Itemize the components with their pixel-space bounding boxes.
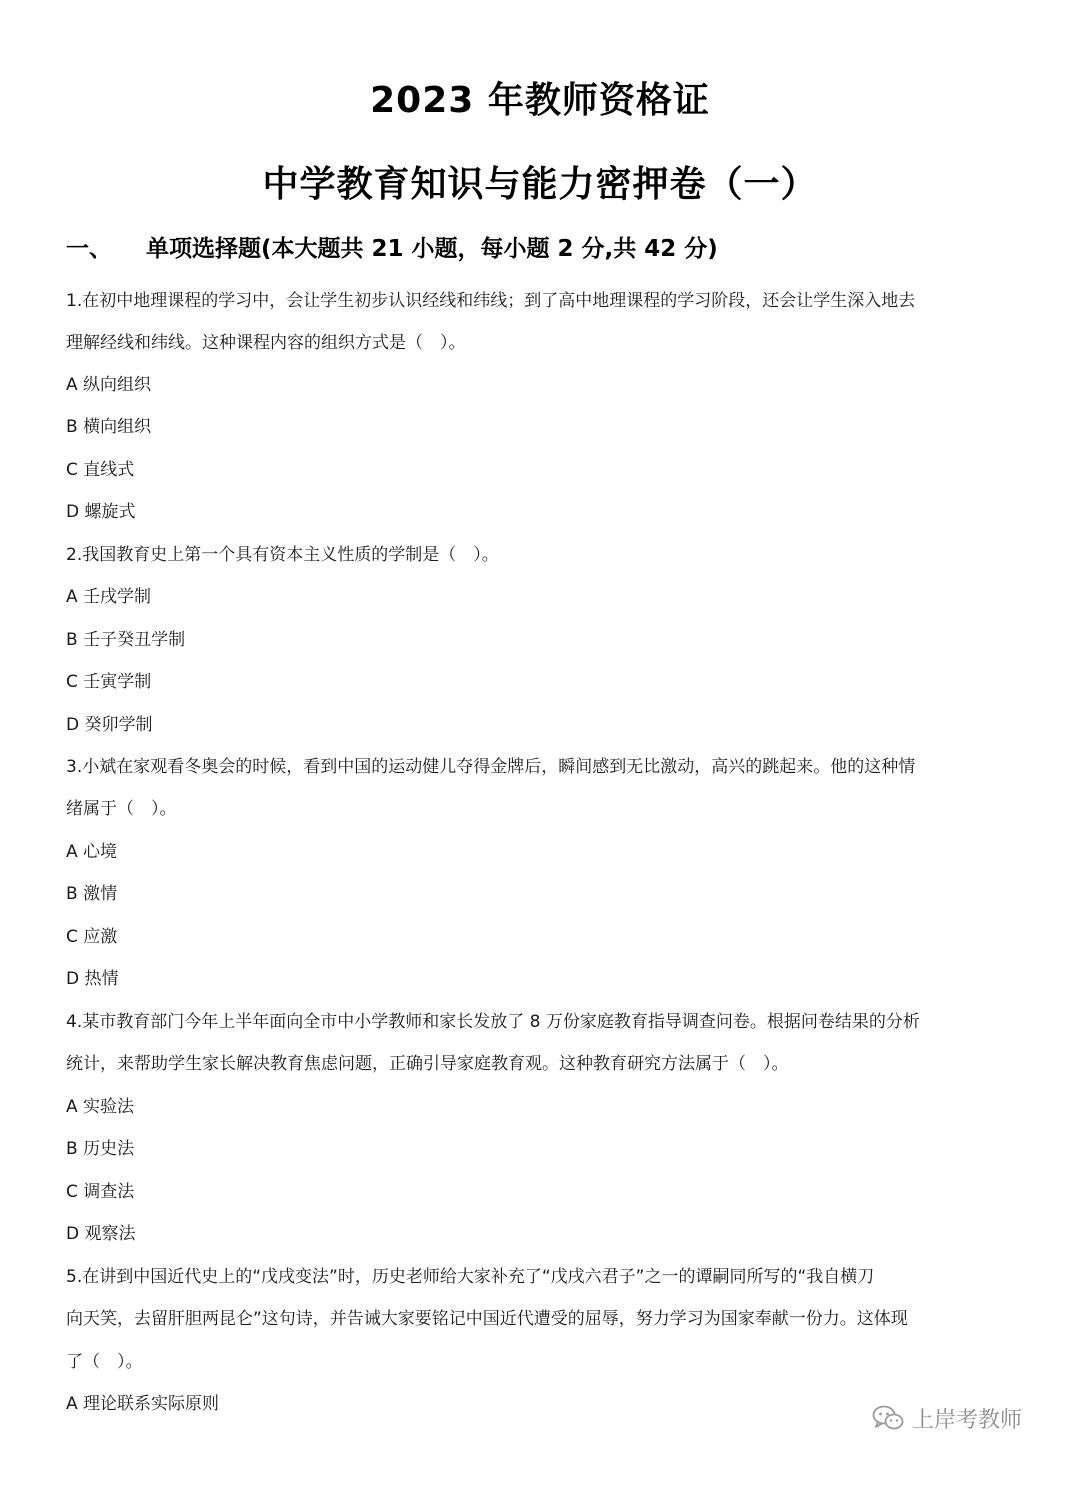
question-stem-line: 向天笑，去留肝胆两昆仑”这句诗，并告诫大家要铭记中国近代遭受的屈辱，努力学习为国家奉献一份力。这体现 (66, 1309, 908, 1329)
option-item: C 应激 (66, 927, 118, 947)
exam-title-year: 2023 年教师资格证 (370, 80, 710, 121)
question-stem-line: 5.在讲到中国近代史上的“戊戌变法”时，历史老师给大家补充了“戊戌六君子”之一的谭嗣同所写的“我自横刀 (66, 1267, 875, 1287)
option-item: D 螺旋式 (66, 502, 136, 522)
option-item: D 观察法 (66, 1224, 136, 1244)
option-item: C 直线式 (66, 460, 135, 480)
watermark-text: 上岸考教师 (912, 1407, 1023, 1433)
option-item: B 壬子癸丑学制 (66, 630, 186, 650)
option-item: A 纵向组织 (66, 375, 152, 395)
option-item: B 横向组织 (66, 417, 152, 437)
section-number: 一、 (66, 236, 112, 262)
question-stem-line: 2.我国教育史上第一个具有资本主义性质的学制是（ ）。 (66, 545, 499, 565)
question-stem-line: 了（ ）。 (66, 1352, 143, 1372)
question-stem-line: 统计，来帮助学生家长解决教育焦虑问题，正确引导家庭教育观。这种教育研究方法属于（ ）。 (66, 1054, 789, 1074)
section-label: 单项选择题(本大题共 21 小题，每小题 2 分,共 42 分) (146, 236, 718, 262)
option-item: C 壬寅学制 (66, 672, 152, 692)
question-stem-line: 绪属于（ ）。 (66, 799, 177, 819)
option-item: A 实验法 (66, 1097, 135, 1117)
option-item: A 心境 (66, 842, 118, 862)
wechat-icon (872, 1404, 904, 1432)
option-item: D 热情 (66, 969, 119, 989)
option-item: A 理论联系实际原则 (66, 1394, 220, 1414)
option-item: B 历史法 (66, 1139, 135, 1159)
wechat-watermark (872, 1398, 1022, 1438)
question-stem-line: 理解经线和纬线。这种课程内容的组织方式是（ ）。 (66, 333, 466, 353)
exam-title-subject: 中学教育知识与能力密押卷（一） (262, 164, 818, 205)
option-item: D 癸卯学制 (66, 715, 153, 735)
question-stem-line: 3.小斌在家观看冬奥会的时候，看到中国的运动健儿夺得金牌后，瞬间感到无比激动，高兴的跳起来。他的这种情 (66, 757, 916, 777)
option-item: A 壬戌学制 (66, 587, 152, 607)
option-item: B 激情 (66, 884, 118, 904)
question-stem-line: 4.某市教育部门今年上半年面向全市中小学教师和家长发放了 8 万份家庭教育指导调查问卷。根据问卷结果的分析 (66, 1012, 920, 1032)
section-heading (66, 230, 718, 263)
option-item: C 调查法 (66, 1182, 135, 1202)
question-stem-line: 1.在初中地理课程的学习中，会让学生初步认识经线和纬线；到了高中地理课程的学习阶段，还会让学生深入地去 (66, 291, 916, 311)
